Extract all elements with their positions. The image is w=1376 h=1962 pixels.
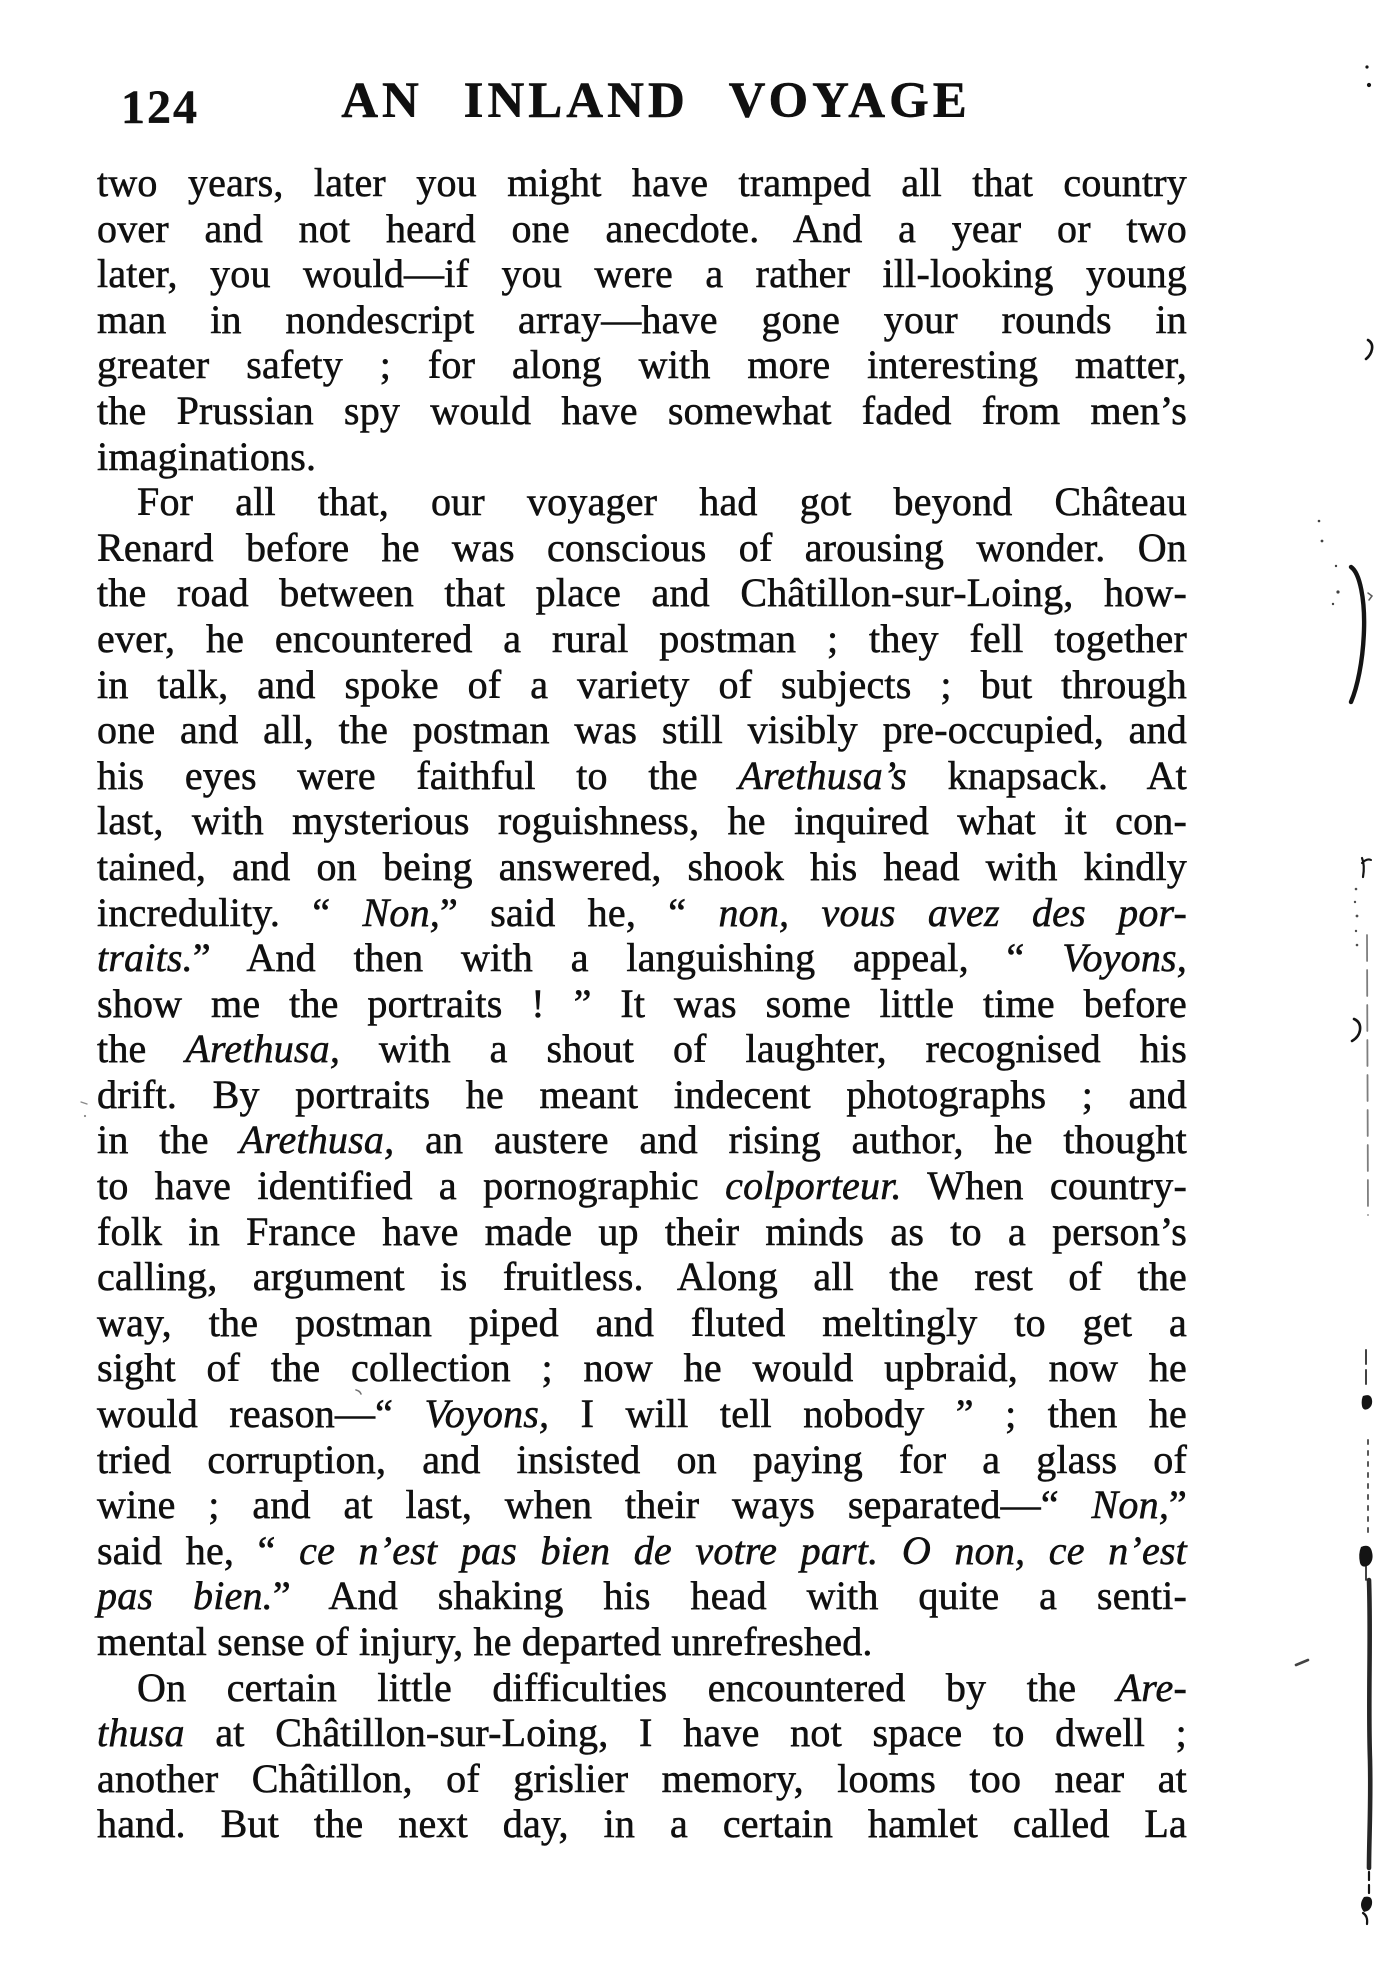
text-line — [97, 1345, 1187, 1391]
italic-text: ce n’est pas bien de votre part. O non, ce n’est — [299, 1527, 1187, 1573]
plain-text: the — [97, 1026, 186, 1072]
plain-text: mental sense of injury, he departed unrefreshed. — [97, 1619, 873, 1664]
plain-text: would reason—“ — [97, 1391, 425, 1437]
plain-text: last, with mysterious roguishness, he inquired what it con- — [97, 798, 1187, 844]
plain-text: sight of the collection ; now he would upbraid, now he — [97, 1345, 1187, 1391]
plain-text: imaginations. — [97, 433, 317, 479]
text-line — [97, 1437, 1187, 1483]
plain-text: folk in France have made up their minds as to a person’s — [97, 1208, 1187, 1254]
plain-text: with a shout of laughter, recognised his — [340, 1026, 1187, 1072]
page-number: 124 — [121, 81, 199, 134]
paragraph — [97, 479, 1187, 1664]
plain-text: On certain little difficulties encountered by the — [137, 1664, 1117, 1710]
plain-text: When country- — [901, 1163, 1187, 1209]
plain-text: calling, argument is fruitless. Along all the rest of the — [97, 1254, 1187, 1300]
text-line — [97, 479, 1187, 525]
plain-text: ever, he encountered a rural postman ; they fell together — [97, 615, 1187, 661]
plain-text: in the — [97, 1117, 240, 1163]
plain-text: knapsack. At — [907, 752, 1187, 798]
plain-text: over and not heard one anecdote. And a year or two — [97, 205, 1187, 251]
text-line — [97, 1117, 1187, 1163]
text-line — [97, 388, 1187, 434]
text-line — [97, 1209, 1187, 1255]
text-line — [97, 1573, 1187, 1619]
plain-text: two years, later you might have tramped all that country — [97, 160, 1187, 205]
italic-text: thusa — [97, 1710, 185, 1756]
italic-text: traits. — [97, 935, 193, 981]
text-line — [97, 1163, 1187, 1209]
text-line — [97, 1619, 1187, 1665]
plain-text: greater safety ; for along with more interesting matter, — [97, 342, 1187, 388]
plain-text: tained, and on being answered, shook his head with kindly — [97, 843, 1187, 889]
plain-text: the road between that place and Châtillon-sur-Loing, how- — [97, 570, 1187, 616]
italic-text: Non, — [362, 889, 440, 935]
plain-text: man in nondescript array—have gone your rounds in — [97, 296, 1187, 342]
plain-text: said he, “ — [97, 1527, 300, 1573]
plain-text: an austere and rising author, he thought — [394, 1117, 1187, 1163]
plain-text: ” — [1169, 1482, 1187, 1528]
text-line — [97, 570, 1187, 616]
italic-text: Arethusa, — [185, 1026, 341, 1072]
text-line — [97, 1026, 1187, 1072]
text-line — [97, 525, 1187, 571]
text-line — [97, 342, 1187, 388]
plain-text: Renard before he was conscious of arousing wonder. On — [97, 524, 1187, 570]
plain-text: the Prussian spy would have somewhat faded from men’s — [97, 387, 1187, 433]
plain-text: ” said he, “ — [440, 889, 719, 935]
text-line — [97, 206, 1187, 252]
plain-text: drift. By portraits he meant indecent photographs ; and — [97, 1071, 1187, 1117]
paragraph — [97, 1665, 1187, 1847]
italic-text: Voyons, — [424, 1391, 550, 1437]
italic-text: Are- — [1116, 1664, 1187, 1710]
plain-text: tried corruption, and insisted on paying for a glass of — [97, 1436, 1187, 1482]
italic-text: Arethusa, — [239, 1117, 395, 1163]
text-line — [97, 1482, 1187, 1528]
text-line — [97, 160, 1187, 206]
plain-text: one and all, the postman was still visibly pre-occupied, and — [97, 707, 1187, 753]
text-line — [97, 753, 1187, 799]
text-line — [97, 616, 1187, 662]
text-line — [97, 662, 1187, 708]
text-line — [97, 251, 1187, 297]
plain-text: hand. But the next day, in a certain hamlet called La — [97, 1801, 1187, 1847]
plain-text: I will tell nobody ” ; then he — [549, 1391, 1187, 1437]
italic-text: non, vous avez des por- — [718, 889, 1188, 935]
text-line — [97, 1756, 1187, 1802]
text-line — [97, 1801, 1187, 1847]
plain-text: show me the portraits ! ” It was some little time before — [97, 980, 1187, 1026]
text-line — [97, 1665, 1187, 1711]
paragraph — [97, 160, 1187, 479]
running-head-title: AN INLAND VOYAGE — [341, 73, 971, 129]
text-line — [97, 1710, 1187, 1756]
italic-text: Voyons, — [1062, 935, 1187, 981]
plain-text: at Châtillon-sur-Loing, I have not space to dwell ; — [184, 1710, 1187, 1756]
italic-text: colporteur. — [725, 1163, 902, 1209]
plain-text: to have identified a pornographic — [97, 1163, 726, 1209]
text-line — [97, 890, 1187, 936]
text-line — [97, 1391, 1187, 1437]
plain-text: ” And shaking his head with quite a senti- — [272, 1573, 1188, 1619]
italic-text: Arethusa’s — [738, 752, 908, 798]
text-line — [97, 1528, 1187, 1574]
text-line — [97, 1254, 1187, 1300]
plain-text: incredulity. “ — [97, 889, 363, 935]
text-line — [97, 798, 1187, 844]
plain-text: For all that, our voyager had got beyond Château — [137, 479, 1187, 525]
plain-text: his eyes were faithful to the — [97, 752, 739, 798]
plain-text: wine ; and at last, when their ways separated—“ — [97, 1482, 1092, 1528]
plain-text: in talk, and spoke of a variety of subjects ; but through — [97, 661, 1187, 707]
text-line — [97, 1072, 1187, 1118]
text-line — [97, 297, 1187, 343]
plain-text: another Châtillon, of grislier memory, looms too near at — [97, 1755, 1187, 1801]
text-line — [97, 434, 1187, 480]
italic-text: pas bien. — [97, 1573, 273, 1619]
italic-text: Non, — [1091, 1482, 1170, 1528]
text-line — [97, 1300, 1187, 1346]
text-line — [97, 844, 1187, 890]
text-line — [97, 935, 1187, 981]
text-line — [97, 707, 1187, 753]
text-line — [97, 981, 1187, 1027]
plain-text: later, you would—if you were a rather ill-looking young — [97, 251, 1187, 297]
text-block — [97, 160, 1187, 1847]
plain-text: way, the postman piped and fluted meltingly to get a — [97, 1299, 1187, 1345]
plain-text: ” And then with a languishing appeal, “ — [192, 935, 1063, 981]
